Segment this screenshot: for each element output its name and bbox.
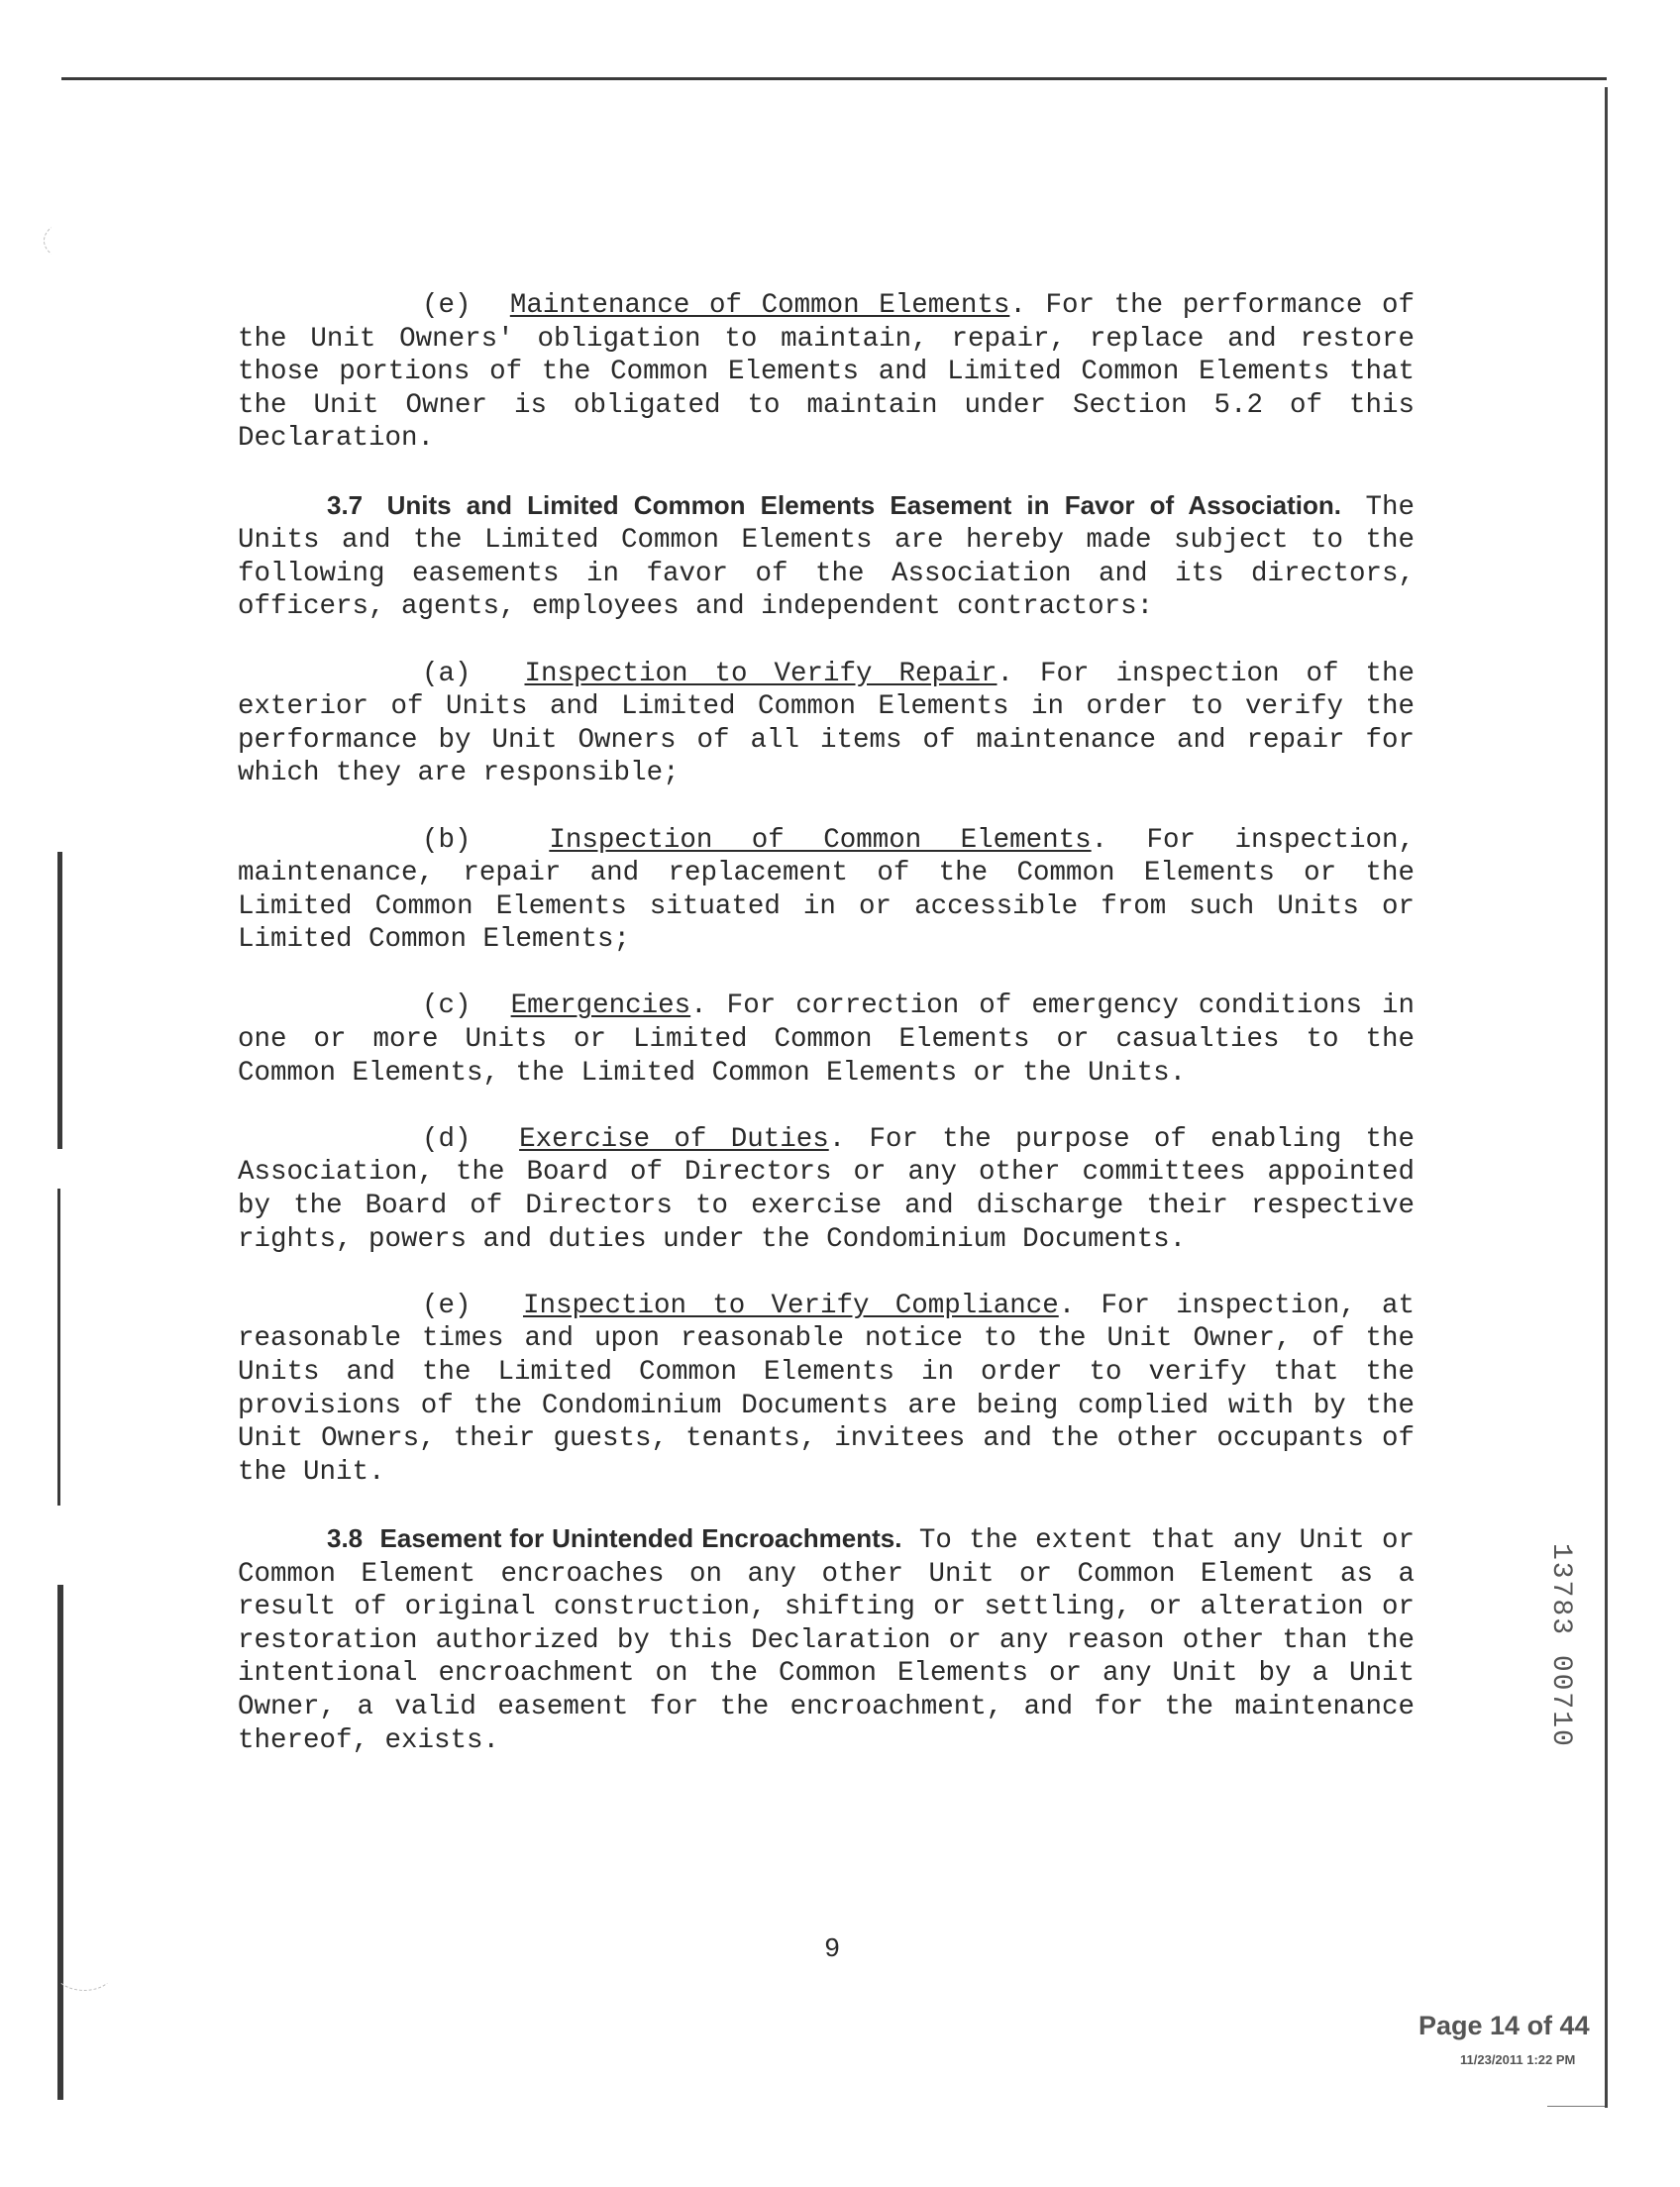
date-stamp: 11/23/2011 1:22 PM <box>1460 2052 1576 2067</box>
section-heading: Easement for Unintended Encroachments. <box>379 1522 902 1553</box>
subsection-heading: Inspection to Verify Compliance <box>522 1290 1059 1321</box>
subsection-heading: Emergencies <box>510 990 691 1022</box>
subsection-heading: Inspection of Common Elements <box>549 824 1092 856</box>
right-border-line <box>1605 87 1608 2108</box>
top-border-line <box>61 77 1607 80</box>
bottom-border-tick <box>1547 2106 1605 2107</box>
section-heading: Units and Limited Common Elements Easement in Favor of Association. <box>386 489 1342 520</box>
document-body <box>238 289 1415 1791</box>
paragraph-a-inspection-repair: (a) Inspection to Verify Repair. For inspection of the exterior of Units and Limited Common Elements in order to verify the performance by Unit Owners of all items of maintenance and repair for which they are responsible; <box>238 658 1415 789</box>
paragraph-e-compliance: (e) Inspection to Verify Compliance. For inspection, at reasonable times and upon reasonable notice to the Unit Owner, of the Units and the Limited Common Elements in order to verify that the provisions of the Condominium Documents are being complied with by the Unit Owners, their guests, tenants, invitees and the other occupants of the Unit. <box>238 1290 1415 1488</box>
subsection-heading: Inspection to Verify Repair <box>524 658 998 689</box>
page-number: 9 <box>824 1935 841 1965</box>
paragraph-c-emergencies: (c) Emergencies. For correction of emergency conditions in one or more Units or Limited Common Elements or casualties to the Common Elements, the Limited Common Elements or the Units. <box>238 990 1415 1089</box>
section-3-8: 3.8 Easement for Unintended Encroachments. To the extent that any Unit or Common Element encroaches on any other Unit or Common Element as a result of original construction, shifting or settling, or alteration or restoration authorized by this Declaration or any reason other than the intentional encroachment on the Common Elements or any Unit by a Unit Owner, a valid easement for the encroachment, and for the maintenance thereof, exists. <box>238 1522 1415 1756</box>
left-scan-mark <box>57 1189 60 1506</box>
subsection-heading: Maintenance of Common Elements <box>509 290 1010 321</box>
recording-number: 13783 00710 <box>1545 1543 1576 1748</box>
left-scan-mark <box>57 852 62 1149</box>
subsection-heading: Exercise of Duties <box>519 1123 829 1155</box>
page-stamp: Page 14 of 44 <box>1418 2011 1590 2040</box>
paragraph-e-maintenance: (e) Maintenance of Common Elements. For the performance of the Unit Owners' obligation to maintain, repair, replace and restore those portions of the Common Elements and Limited Common Elements that the Unit Owner is obligated to maintain under Section 5.2 of this Declaration. <box>238 290 1415 455</box>
section-number: 3.7 <box>327 489 364 520</box>
hole-punch-mark <box>44 220 105 261</box>
left-scan-mark <box>57 1585 63 2100</box>
paragraph-d-duties: (d) Exercise of Duties. For the purpose of enabling the Association, the Board of Directors or any other committees appointed by the Board of Directors to exercise and discharge their respective rights, powers and duties under the Condominium Documents. <box>238 1123 1415 1255</box>
paragraph-b-inspection-common: (b) Inspection of Common Elements. For inspection, maintenance, repair and replacement of the Common Elements or the Limited Common Elements situated in or accessible from such Units or Limited Common Elements; <box>238 824 1415 956</box>
section-number: 3.8 <box>327 1522 364 1553</box>
section-3-7: 3.7 Units and Limited Common Elements Easement in Favor of Association. The Units and the Limited Common Elements are hereby made subject to the following easements in favor of the Association and its directors, officers, agents, employees and independent contractors: <box>238 489 1415 623</box>
hole-punch-mark <box>53 1949 115 1991</box>
